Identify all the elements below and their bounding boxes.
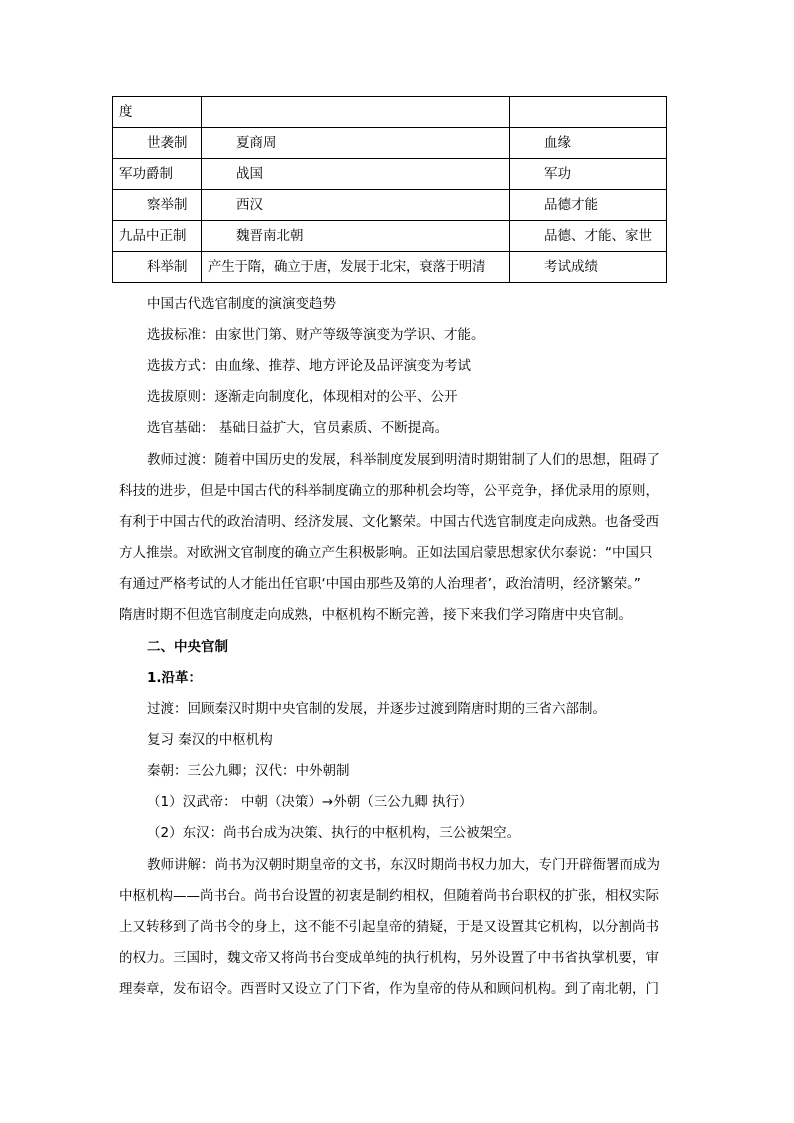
selection-principle: 选拔原则：逐渐走向制度化，体现相对的公平、公开: [147, 389, 458, 405]
table-cell: 品德才能: [510, 190, 667, 221]
lecture-line: 的权力。三国时，魏文帝又将尚书台变成单纯的执行机构，另外设置了中书省执掌机要，审: [119, 950, 659, 966]
table-row: [113, 190, 667, 221]
table-cell: 考试成绩: [510, 252, 667, 283]
table-cell: 察举制: [113, 190, 202, 221]
table-cell: 科举制: [113, 252, 202, 283]
table-cell: [202, 97, 510, 128]
selection-system-table: [112, 96, 667, 283]
review-transition: 过渡：回顾秦汉时期中央官制的发展，并逐步过渡到隋唐时期的三省六部制。: [147, 701, 606, 717]
table-cell: 军功: [510, 159, 667, 190]
table-cell: 度: [113, 97, 202, 128]
table-cell: 血缘: [510, 128, 667, 159]
table-row: [113, 221, 667, 252]
qin-han-line: 秦朝：三公九卿；汉代：中外朝制: [147, 763, 350, 779]
table-cell: 九品中正制: [113, 221, 202, 252]
selection-method: 选拔方式：由血缘、推荐、地方评论及品评演变为考试: [147, 358, 471, 374]
table-row: [113, 252, 667, 283]
transition-line: 隋唐时期不但选官制度走向成熟，中枢机构不断完善，接下来我们学习隋唐中央官制。: [119, 607, 632, 623]
table-row: [113, 159, 667, 190]
table-cell: 产生于隋，确立于唐，发展于北宋，衰落于明清: [202, 252, 510, 283]
subsection-title: 1.沿革：: [147, 670, 203, 686]
table-row: [113, 97, 667, 128]
selection-basis: 选官基础： 基础日益扩大，官员素质、不断提高。: [147, 420, 449, 436]
lecture-line: 教师讲解：尚书为汉朝时期皇帝的文书，东汉时期尚书权力加大，专门开辟衙署而成为: [147, 857, 660, 873]
table-cell: 品德、才能、家世: [510, 221, 667, 252]
table-cell: 西汉: [202, 190, 510, 221]
lecture-line: 上又转移到了尚书令的身上，这不能不引起皇帝的猜疑，于是又设置其它机构，以分割尚书: [119, 919, 659, 935]
lecture-line: 理奏章，发布诏令。西晋时又设立了门下省，作为皇帝的侍从和顾问机构。到了南北朝，门: [119, 981, 659, 997]
lecture-line: 中枢机构——尚书台。尚书台设置的初衷是制约相权，但随着尚书台职权的扩张，相权实际: [119, 888, 659, 904]
table-cell: 战国: [202, 159, 510, 190]
transition-line: 科技的进步，但是中国古代的科举制度确立的那种机会均等，公平竞争，择优录用的原则，: [119, 483, 659, 499]
transition-line: 有利于中国古代的政治清明、经济发展、文化繁荣。中国古代选官制度走向成熟。也备受西: [119, 514, 659, 530]
selection-standard: 选拔标准：由家世门第、财产等级等演变为学识、才能。: [147, 327, 485, 343]
donghan-line: （2）东汉：尚书台成为决策、执行的中枢机构，三公被架空。: [147, 825, 521, 841]
table-cell: [510, 97, 667, 128]
transition-line: 方人推崇。对欧洲文官制度的确立产生积极影响。正如法国启蒙思想家伏尔泰说：“中国只: [119, 545, 653, 561]
trend-title: 中国古代选官制度的演演变趋势: [147, 296, 336, 312]
transition-line: 有通过严格考试的人才能出任官职‘中国由那些及第的人治理者’，政治清明，经济繁荣。”: [119, 576, 641, 592]
wudi-line: （1）汉武帝： 中朝（决策）→外朝（三公九卿 执行）: [147, 794, 473, 810]
table-cell: 魏晋南北朝: [202, 221, 510, 252]
section-title: 二、中央官制: [147, 639, 228, 655]
transition-line: 教师过渡：随着中国历史的发展，科举制度发展到明清时期钳制了人们的思想，阻碍了: [147, 452, 660, 468]
table-cell: 世袭制: [113, 128, 202, 159]
table-cell: 夏商周: [202, 128, 510, 159]
review-title: 复习 秦汉的中枢机构: [147, 732, 273, 748]
table-row: [113, 128, 667, 159]
table-cell: 军功爵制: [113, 159, 202, 190]
